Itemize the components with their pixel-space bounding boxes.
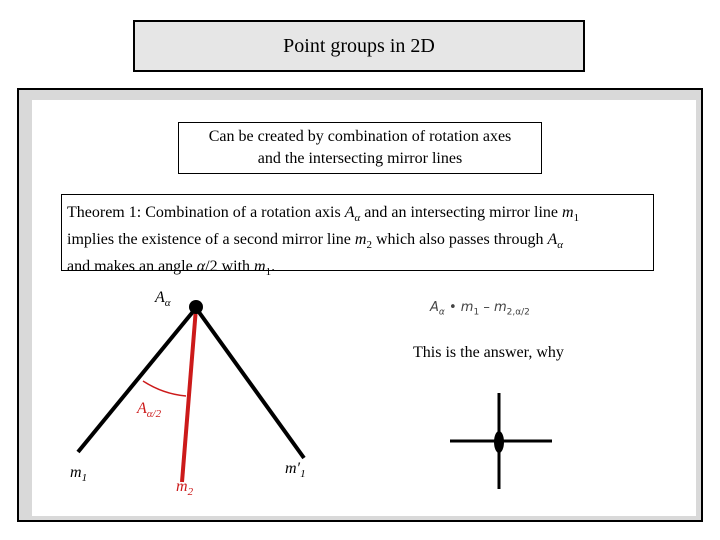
formula-subscript: α [438, 307, 445, 318]
m1-label [70, 464, 87, 484]
theorem-symbol: A [344, 204, 355, 221]
angle-symbol: A [137, 400, 147, 417]
formula-symbol: A [430, 300, 439, 315]
theorem-text: implies the existence of a second mirror line [67, 231, 355, 249]
theorem-symbol: m [562, 204, 574, 221]
m1-prime-symbol: m′ [285, 460, 301, 477]
theorem-text: and an intersecting mirror line [360, 204, 562, 221]
theorem-subscript: 1 [573, 212, 580, 225]
theorem-text: and makes an angle [67, 258, 197, 276]
m1-prime-subscript: 1 [300, 468, 306, 481]
intro-line-1: Can be created by combination of rotation axes [208, 128, 512, 145]
mirror-line-m1 [78, 308, 196, 452]
formula-subscript: 2,α/2 [506, 307, 530, 318]
m1-symbol: m [70, 464, 82, 481]
theorem-subscript: 2 [366, 239, 372, 252]
m1-prime-label [285, 460, 306, 480]
formula [430, 300, 530, 318]
theorem-text: which also passes through [371, 231, 548, 249]
theorem-text: . [271, 258, 276, 276]
axis-subscript: α [164, 297, 171, 310]
m2-subscript: 2 [187, 486, 194, 499]
theorem-symbol: m [254, 258, 266, 276]
formula-symbol: m [493, 300, 507, 315]
theorem-text: /2 with [205, 258, 255, 276]
formula-symbol: m [460, 300, 474, 315]
mirror-line-m1-prime [196, 308, 304, 458]
theorem-symbol: A [547, 231, 558, 249]
mirror-line-m2 [182, 308, 196, 482]
intro-line-2: and the intersecting mirror lines [257, 150, 463, 167]
theorem-subscript: 1 [265, 266, 272, 279]
answer-note: This is the answer, why [413, 344, 564, 361]
m2-symbol: m [176, 478, 188, 495]
rotation-axis-2fold [494, 431, 504, 453]
theorem-symbol: α [196, 258, 206, 276]
m1-subscript: 1 [81, 472, 88, 485]
axis-label [155, 289, 171, 309]
formula-operator: – [479, 300, 494, 315]
formula-operator: • [444, 300, 461, 315]
axis-symbol: A [155, 289, 165, 306]
angle-subscript: α/2 [146, 408, 162, 421]
page-title: Point groups in 2D [283, 34, 435, 57]
m2-label [176, 478, 193, 498]
theorem-subscript: α [557, 239, 564, 252]
theorem-text: Theorem 1: Combination of a rotation axis [67, 204, 345, 221]
angle-label [137, 400, 161, 420]
theorem-symbol: m [354, 231, 367, 249]
angle-arc [143, 381, 186, 396]
formula-subscript: 1 [473, 307, 480, 318]
rotation-axis-dot [189, 300, 203, 314]
theorem-subscript: α [354, 212, 361, 225]
